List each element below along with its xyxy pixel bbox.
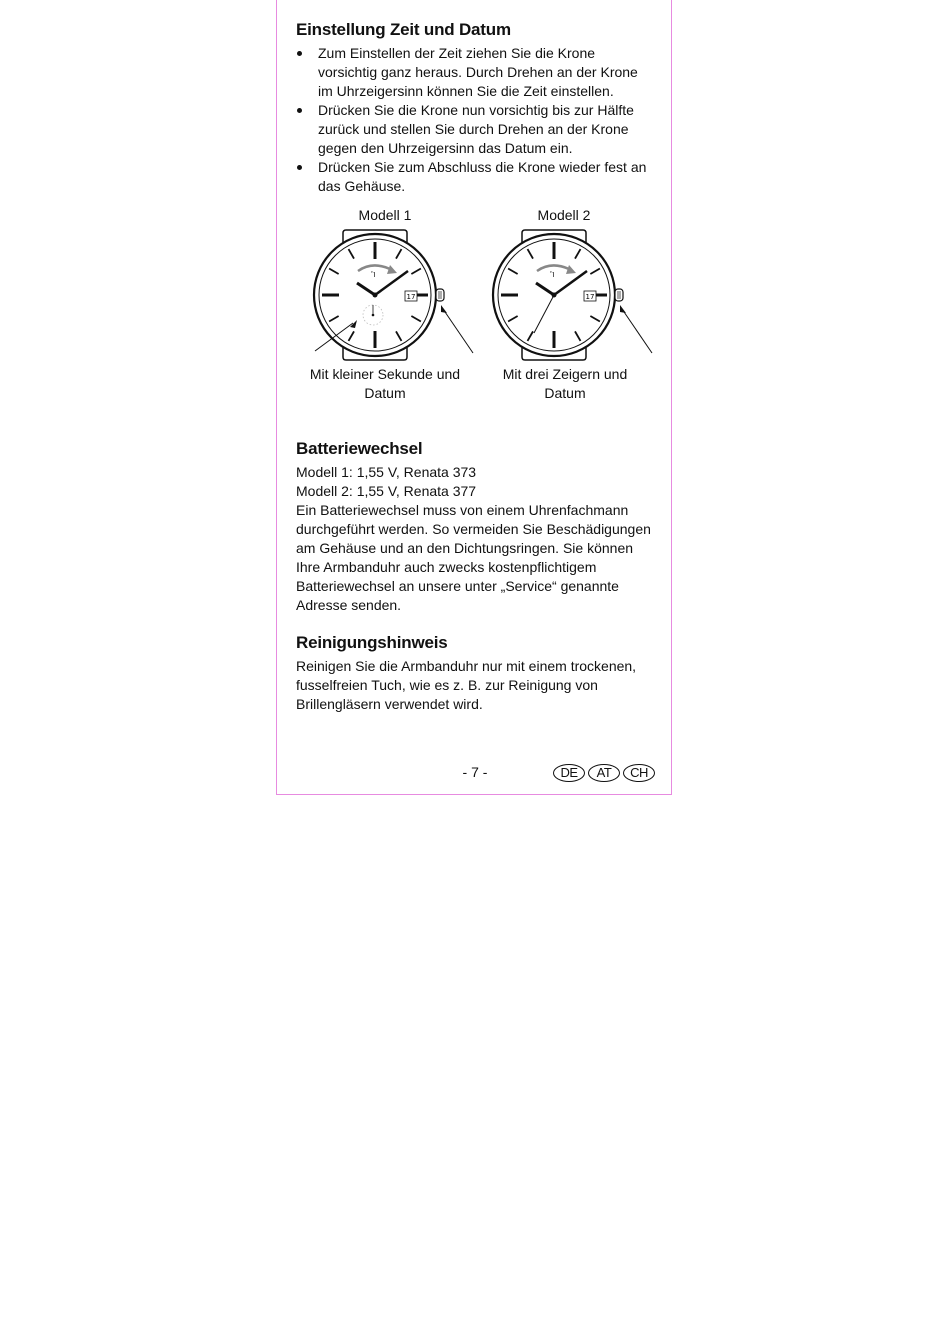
model2-caption [480, 365, 650, 403]
country-badge-de: DE [553, 764, 585, 782]
model1-caption-line1: Mit kleiner Sekunde und [309, 366, 461, 382]
model1-date-window: 17 [406, 293, 416, 301]
watch-figure [296, 205, 656, 423]
model2-caption-line2: Datum [544, 385, 586, 401]
battery-model2: Modell 2: 1,55 V, Renata 377 [296, 483, 477, 499]
watch-model1-illustration [310, 225, 480, 365]
battery-body: Ein Batteriewechsel muss von einem Uhrenfachmann durchgeführt werden. So vermeiden Sie Beschädigungen am Gehäuse und an den Dichtungsringen. Sie können Ihre Armbanduhr auch zwecks kostenpflichtigem Batteriewechsel an unsere unter „Service“ genannte Adresse senden. [296, 502, 651, 613]
model2-date-window: 17 [585, 293, 595, 301]
heading-battery: Batteriewechsel [296, 439, 423, 458]
model2-caption-line1: Mit drei Zeigern und [502, 366, 628, 382]
battery-section [296, 437, 656, 615]
instruction-list [296, 44, 656, 196]
country-badges [553, 764, 655, 782]
instruction-item-2: Drücken Sie die Krone nun vorsichtig bis zur Hälfte zurück und stellen Sie durch Drehen an der Krone gegen den Uhrzeigersinn das Datum ein. [296, 101, 656, 158]
page-content [296, 18, 656, 714]
heading-time-date: Einstellung Zeit und Datum [296, 20, 511, 39]
instruction-item-1: Zum Einstellen der Zeit ziehen Sie die Krone vorsichtig ganz heraus. Durch Drehen an der Krone im Uhrzeigersinn können Sie die Zeit einstellen. [296, 44, 656, 101]
page-number: - 7 - [462, 764, 488, 780]
watch-model2-illustration [489, 225, 659, 365]
model1-caption-line2: Datum [364, 385, 406, 401]
cleaning-body: Reinigen Sie die Armbanduhr nur mit einem trockenen, fusselfreien Tuch, wie es z. B. zur Reinigung von Brillengläsern verwendet wird. [296, 658, 637, 712]
heading-cleaning: Reinigungshinweis [296, 633, 448, 652]
model1-caption [300, 365, 470, 403]
brand-logo-icon: Ἲ [371, 271, 376, 279]
battery-model1: Modell 1: 1,55 V, Renata 373 [296, 464, 477, 480]
country-badge-ch: CH [623, 764, 655, 782]
brand-logo-icon: Ἲ [550, 271, 555, 279]
instruction-item-3: Drücken Sie zum Abschluss die Krone wieder fest an das Gehäuse. [296, 158, 656, 196]
model2-title: Modell 2 [537, 207, 591, 223]
cleaning-section [296, 631, 656, 714]
country-badge-at: AT [588, 764, 620, 782]
model1-title: Modell 1 [358, 207, 412, 223]
